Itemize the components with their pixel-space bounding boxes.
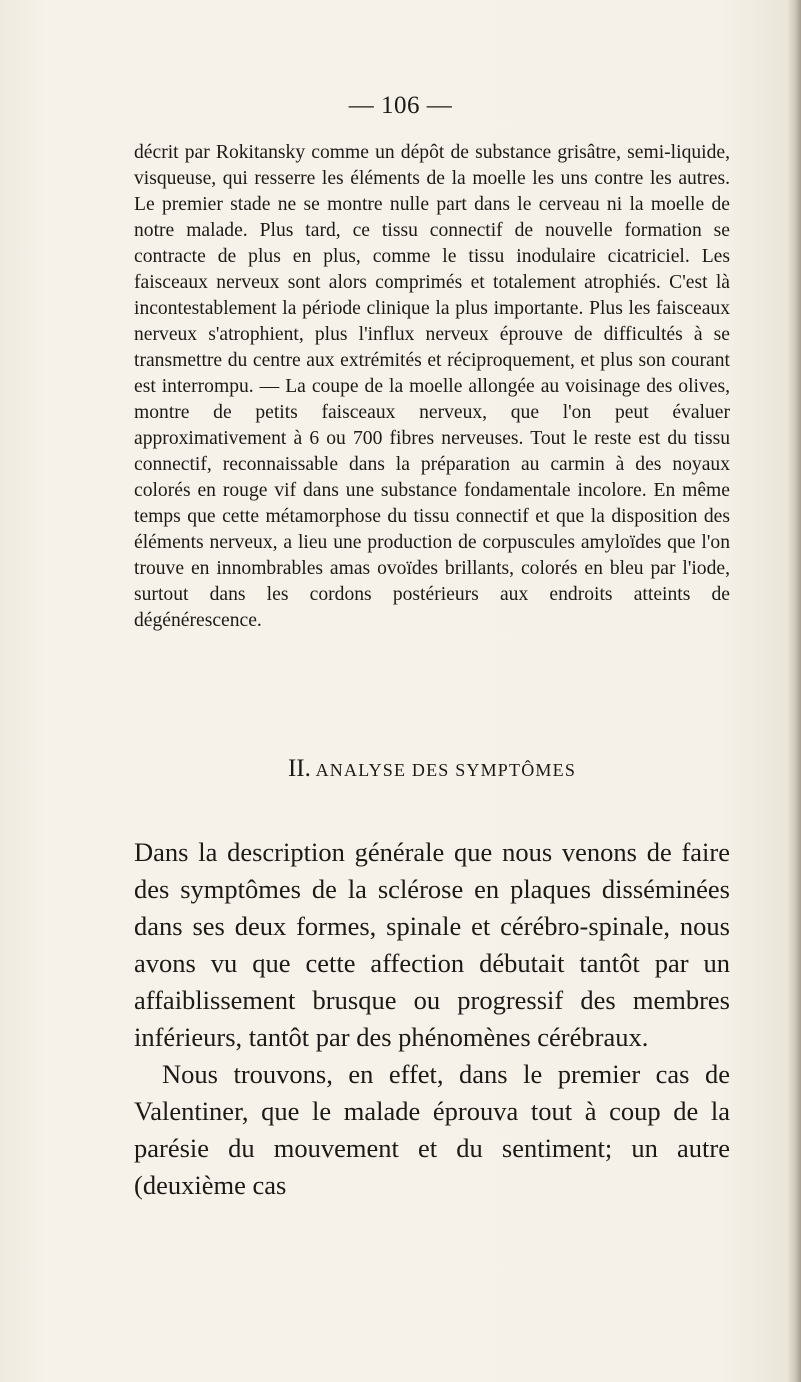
paragraph-valentiner: Nous trouvons, en effet, dans le premier cas de Valentiner, que le malade éprouva tout à coup de la parésie du mouvement et du sentiment; un autre (deuxième cas — [134, 1059, 730, 1200]
paragraph-continued: décrit par Rokitansky comme un dépôt de substance grisâtre, semi-liquide, visqueuse, qui resserre les éléments de la moelle les uns contre les autres. Le premier stade ne se montre nulle part dans le cerveau ni la moelle de notre malade. Plus tard, ce tissu connectif de nouvelle formation se contracte de plus en plus, comme le tissu inodulaire cicatriciel. Les faisceaux nerveux sont alors comprimés et totalement atrophiés. C'est là incontestablement la période clinique la plus importante. Plus les faisceaux nerveux s'atrophient, plus l'influx nerveux éprouve de difficultés à se transmettre du centre aux extrémités et réciproquement, et plus son courant est interrompu. — La coupe de la moelle allongée au voisinage des olives, montre de petits faisceaux nerveux, que l'on peut évaluer approximativement à 6 ou 700 fibres nerveuses. Tout le reste est du tissu connectif, reconnaissable dans la préparation au carmin à des noyaux colorés en rouge vif dans une substance fondamentale incolore. En même temps que cette métamorphose du tissu connectif et que la disposition des éléments nerveux, a lieu une production de corpuscules amyloïdes que l'on trouve en innombrables amas ovoïdes brillants, colorés en bleu par l'iode, surtout dans les cordons postérieurs aux endroits atteints de dégénérescence. — [134, 142, 730, 631]
section-numeral: II. — [287, 755, 311, 782]
page-edge-shadow — [787, 0, 801, 1382]
paragraph-intro: Dans la description générale que nous venons de faire des symptômes de la sclérose en plaques disséminées dans ses deux formes, spinale et cérébro-spinale, nous avons vu que cette affection débutait tantôt par un affaiblissement brusque ou progressif des membres inférieurs, tantôt par des phénomènes cérébraux. — [134, 837, 730, 1052]
body-text-large — [134, 834, 730, 1204]
body-text-small — [134, 140, 730, 634]
page-number: — 106 — — [348, 92, 453, 119]
section-heading — [134, 755, 730, 783]
section-title: ANALYSE DES SYMPTÔMES — [315, 760, 577, 780]
